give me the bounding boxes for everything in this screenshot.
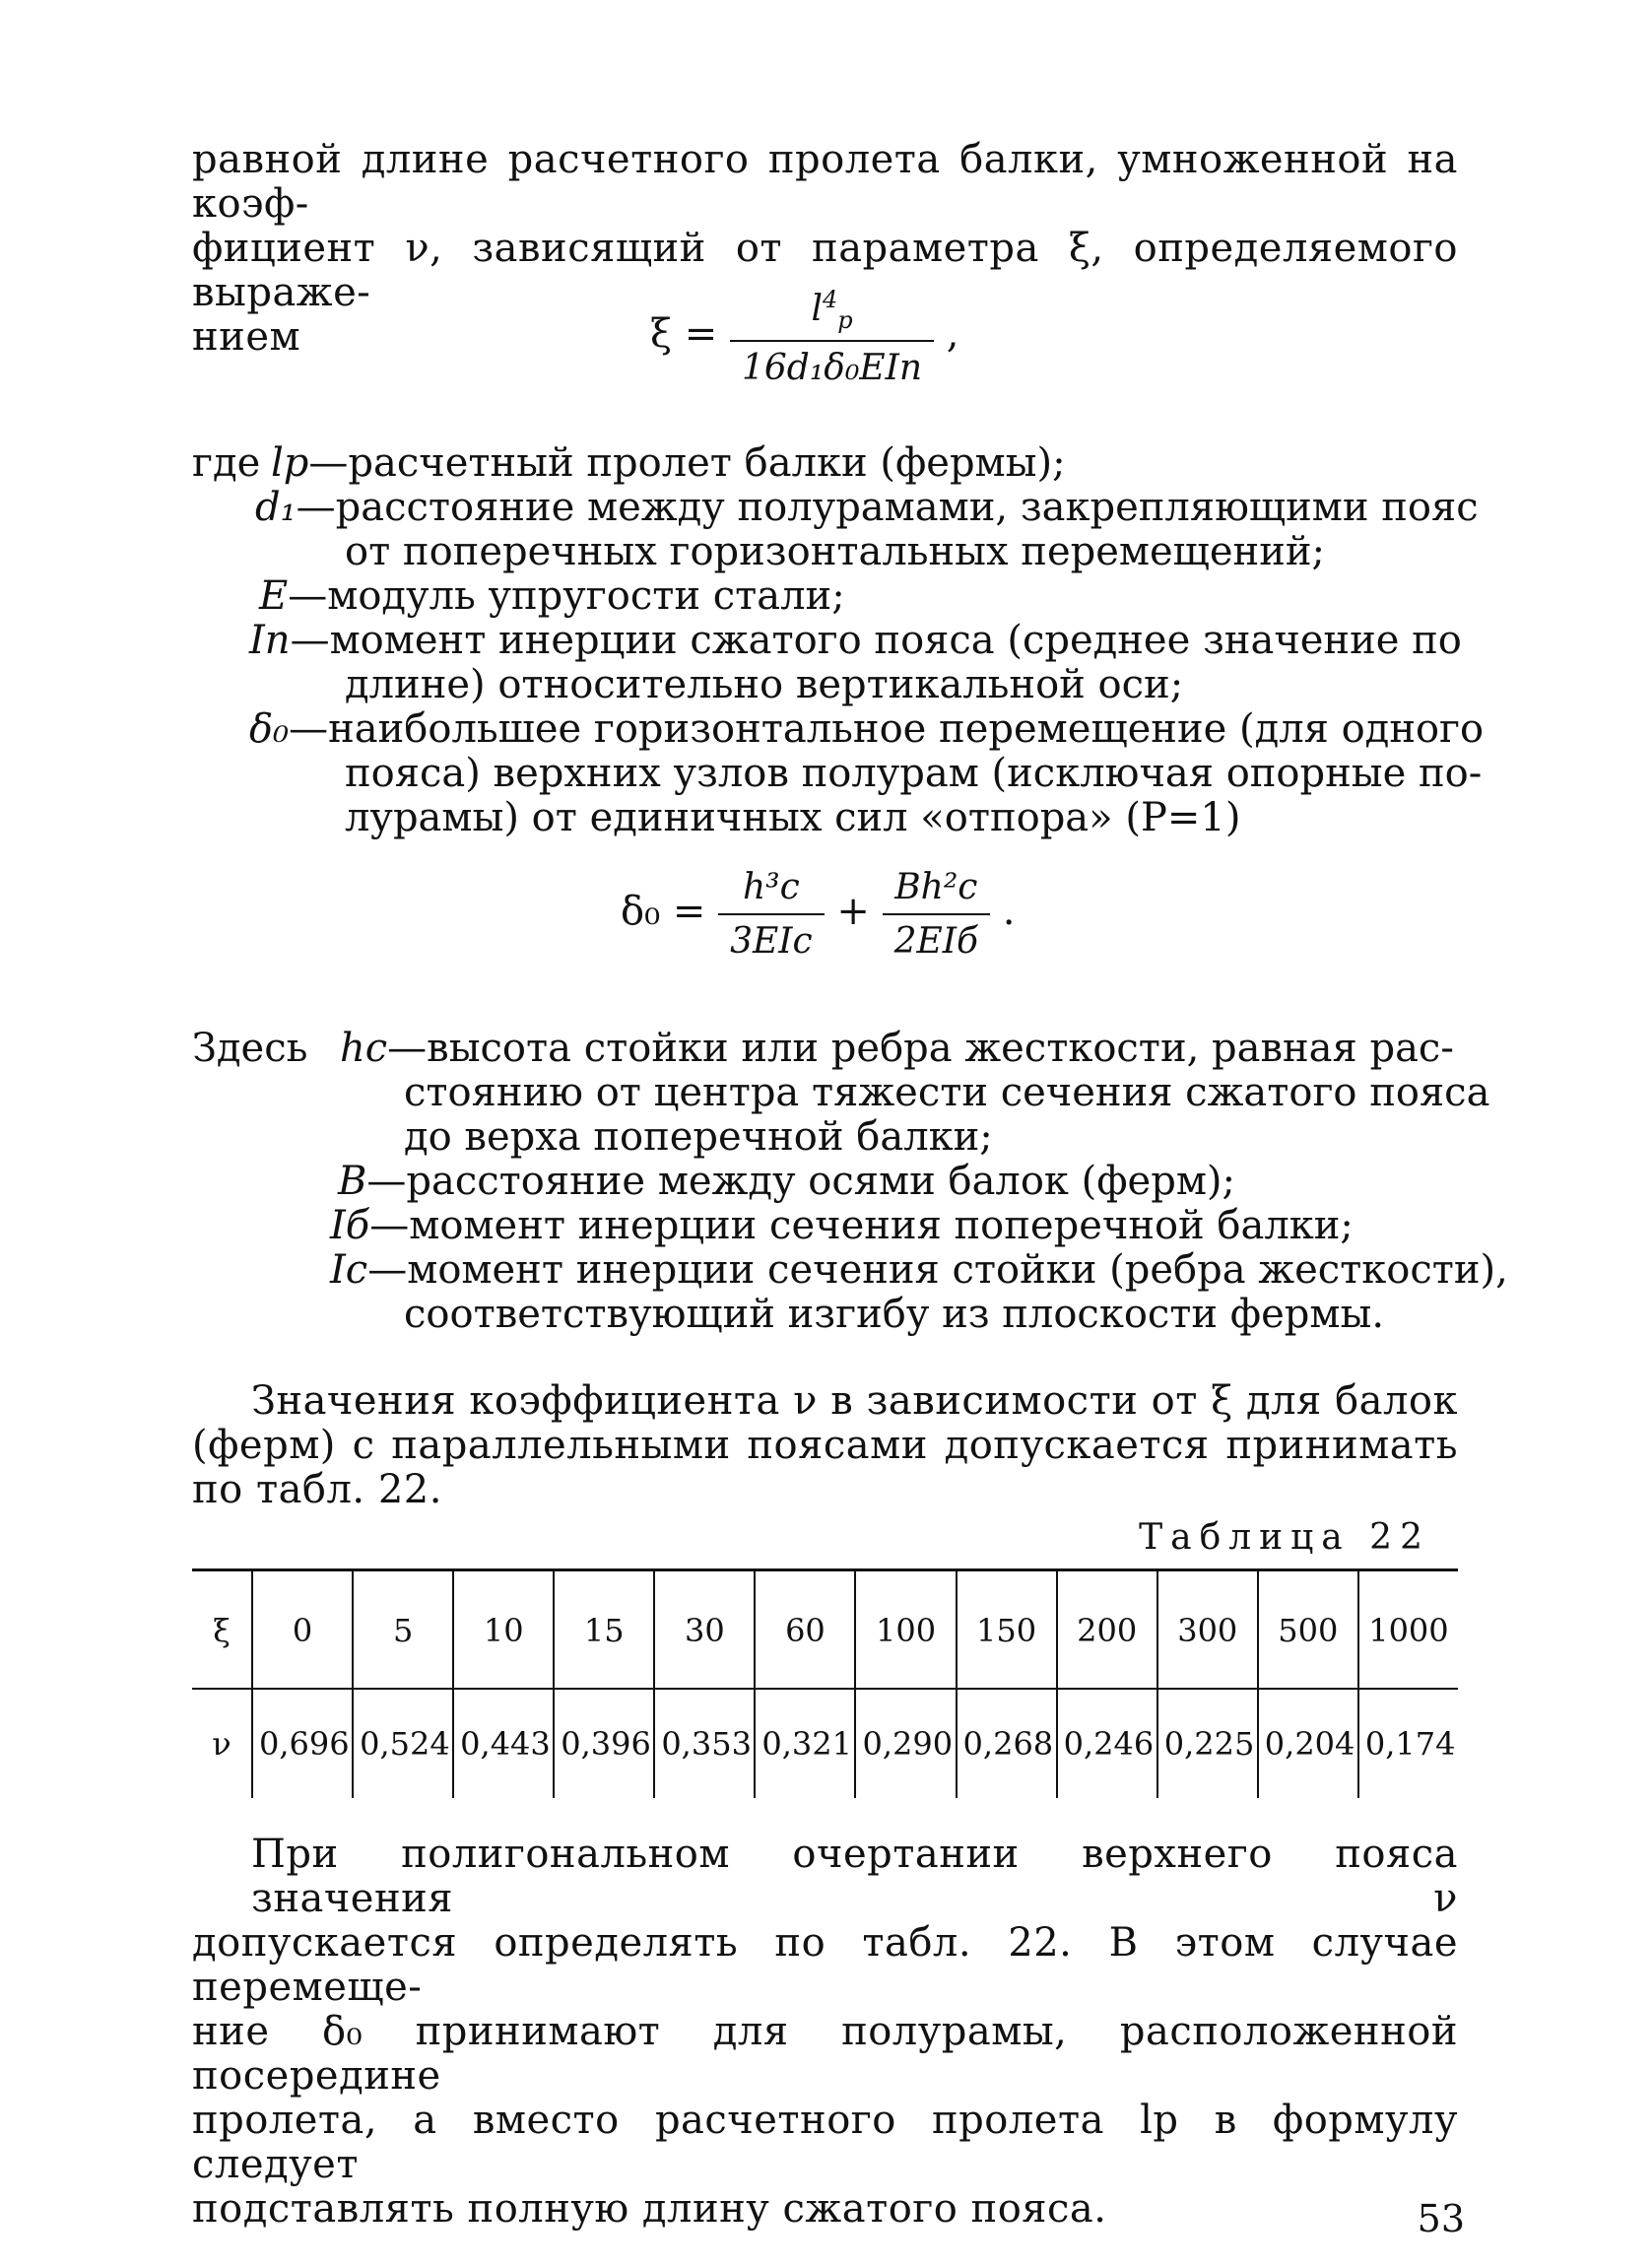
fraction-denominator: 3EIс xyxy=(718,913,825,962)
table-cell: 10 xyxy=(453,1571,554,1690)
definition-continuation: стоянию от центра тяжести сечения сжатого пояса xyxy=(404,1070,1490,1115)
text-line: по табл. 22. xyxy=(192,1467,442,1512)
table-cell: 60 xyxy=(755,1571,855,1690)
formula-eq: = xyxy=(684,311,718,358)
table-row-xi xyxy=(192,1571,1458,1690)
table-cell: 150 xyxy=(957,1571,1057,1690)
table-cell: 0,321 xyxy=(755,1690,855,1798)
definition-item: hс—высота стойки или ребра жесткости, равная рас- xyxy=(340,1026,1454,1071)
fraction-numerator: h³с xyxy=(742,867,800,907)
definition-item: B—расстояние между осями балок (ферм); xyxy=(338,1159,1236,1204)
text-line: фициент ν, зависящий от параметра ξ, определяемого выраже- xyxy=(192,226,1458,315)
table-row-header: ν xyxy=(212,1725,231,1763)
table-cell: 0,268 xyxy=(957,1690,1057,1798)
formula-tail: . xyxy=(1002,889,1016,934)
table-cell: 0,246 xyxy=(1057,1690,1157,1798)
definition-item: Iп—момент инерции сжатого пояса (среднее значение по xyxy=(249,618,1462,663)
table-cell: 1000 xyxy=(1358,1571,1458,1690)
definition-item: E—модуль упругости стали; xyxy=(259,573,845,619)
formula-eq: = xyxy=(672,889,706,934)
table-row-nu xyxy=(192,1690,1458,1798)
definition-continuation: пояса) верхних узлов полурам (исключая опорные по- xyxy=(345,751,1483,796)
polygonal-paragraph xyxy=(192,1833,1458,2232)
table-mid-rule xyxy=(192,1688,1458,1690)
definition-continuation: длине) относительно вертикальной оси; xyxy=(345,662,1184,707)
table-cell: 0,290 xyxy=(855,1690,956,1798)
table-cell: 0,225 xyxy=(1157,1690,1258,1798)
table-22 xyxy=(192,1571,1458,1798)
table-cell: 0 xyxy=(252,1571,353,1690)
page-number: 53 xyxy=(1417,2197,1465,2240)
fraction-numerator: Bh²с xyxy=(894,867,978,907)
table-caption: Таблица 22 xyxy=(1139,1517,1430,1558)
table-cell: 15 xyxy=(554,1571,654,1690)
table-cell: 0,396 xyxy=(554,1690,654,1798)
table-cell: 5 xyxy=(353,1571,453,1690)
table-cell: 30 xyxy=(654,1571,755,1690)
table-cell: 200 xyxy=(1057,1571,1157,1690)
table-cell: 0,174 xyxy=(1358,1690,1458,1798)
definition-item: Iс—момент инерции сечения стойки (ребра жесткости), xyxy=(330,1247,1508,1293)
fraction-numerator: $l^4_р$ xyxy=(811,286,853,335)
text-line: (ферм) с параллельными поясами допускается принимать xyxy=(192,1423,1458,1468)
definition-continuation: соответствующий изгибу из плоскости фермы. xyxy=(404,1292,1385,1337)
fraction-denominator: 2EIб xyxy=(883,913,990,962)
fraction xyxy=(730,286,934,388)
text-line: нием xyxy=(192,314,301,360)
formula-lhs: δ₀ xyxy=(621,889,661,934)
text-line: Значения коэффициента ν в зависимости от ξ для балок xyxy=(251,1378,1458,1424)
where-lead: где xyxy=(192,440,261,486)
table-cell: 500 xyxy=(1258,1571,1358,1690)
here-lead: Здесь xyxy=(192,1026,308,1071)
table-cell: 0,524 xyxy=(353,1690,453,1798)
formula-plus: + xyxy=(836,889,870,934)
text-line: пролета, а вместо расчетного пролета lр в формулу следует xyxy=(192,2098,1458,2187)
text-line: равной длине расчетного пролета балки, умноженной на коэф- xyxy=(192,137,1458,227)
formula-lhs: ξ xyxy=(650,311,673,358)
text-line: подставлять полную длину сжатого пояса. xyxy=(192,2186,1107,2232)
definition-item: d₁—расстояние между полурамами, закрепляющими пояс xyxy=(255,485,1479,530)
table-cell: 0,353 xyxy=(654,1690,755,1798)
table-cell: 0,204 xyxy=(1258,1690,1358,1798)
formula-xi xyxy=(650,286,959,388)
table-cell: 0,443 xyxy=(453,1690,554,1798)
text-line: ние δ₀ принимают для полурамы, расположенной посередине xyxy=(192,2009,1458,2099)
definition-item: δ₀—наибольшее горизонтальное перемещение (для одного xyxy=(249,706,1485,752)
definition-continuation: лурамы) от единичных сил «отпора» (P=1) xyxy=(345,795,1241,840)
table-cell: 300 xyxy=(1157,1571,1258,1690)
formula-delta xyxy=(621,867,1015,962)
text-line: допускается определять по табл. 22. В этом случае перемеще- xyxy=(192,1920,1458,2010)
text-line: При полигональном очертании верхнего пояса значения ν xyxy=(251,1832,1458,1921)
table-row-header: ξ xyxy=(213,1612,231,1649)
definition-item: Iб—момент инерции сечения поперечной балки; xyxy=(330,1203,1354,1248)
fraction xyxy=(883,867,990,962)
definition-continuation: до верха поперечной балки; xyxy=(404,1114,993,1160)
formula-tail: , xyxy=(946,311,959,358)
values-paragraph xyxy=(192,1379,1458,1512)
table-cell: 0,696 xyxy=(252,1690,353,1798)
definition-item: lр—расчетный пролет балки (фермы); xyxy=(271,440,1066,486)
fraction-denominator: 16d₁δ₀EIп xyxy=(730,340,934,388)
definition-continuation: от поперечных горизонтальных перемещений; xyxy=(345,529,1325,574)
fraction xyxy=(718,867,825,962)
table-cell: 100 xyxy=(855,1571,956,1690)
